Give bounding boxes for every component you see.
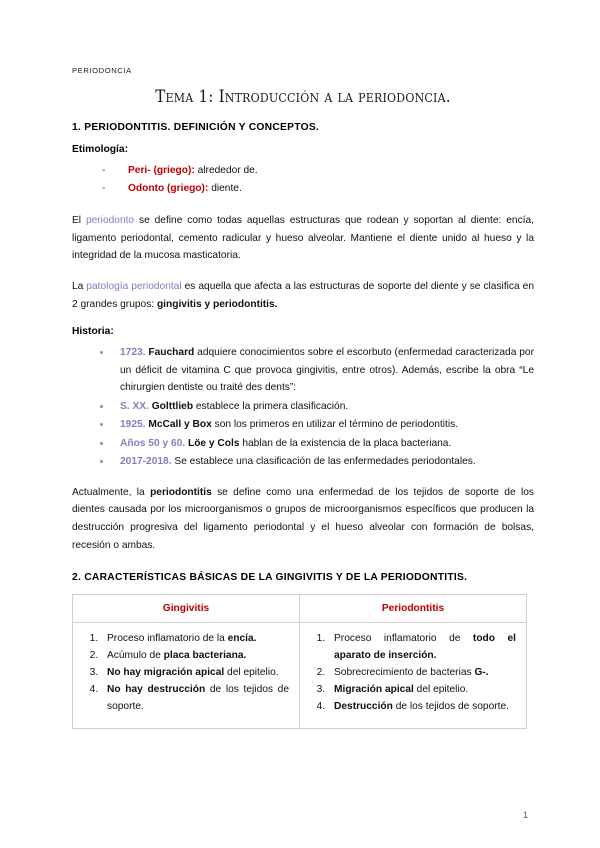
term-periodonto: periodonto [85, 215, 135, 227]
history-text: hablan de la existencia de la placa bacteriana. [239, 437, 452, 449]
list-item [328, 665, 516, 682]
gingivitis-list [79, 631, 289, 715]
text-fragment: del epitelio. [413, 683, 469, 695]
text-fragment: La [72, 280, 87, 292]
text-emphasis: No hay migración apical [107, 667, 225, 679]
list-item [101, 631, 289, 648]
text-fragment: El [72, 215, 86, 227]
page-number: 1 [522, 810, 528, 820]
section-1-heading: 1. PERIODONTITIS. DEFINICIÓN Y CONCEPTOS. [72, 122, 320, 133]
etymology-heading: Etimología: [72, 144, 129, 155]
list-item [96, 344, 534, 397]
etymology-list [72, 162, 534, 198]
cell-gingivitis [73, 623, 300, 729]
list-item [101, 648, 289, 665]
text-emphasis: encía. [227, 633, 257, 645]
text-fragment: es aquella que afecta a las estructuras de soporte del diente y se clasifica en 2 grandes grupos: [72, 280, 534, 310]
history-heading: Historia: [72, 326, 114, 338]
text-fragment: Sobrecrecimiento de bacterias [334, 666, 475, 678]
text-fragment: se define como todas aquellas estructuras que rodean y soportan al diente: encía, ligamento periodontal, cemento radicular y hueso alveolar. Mantiene el diente unido al hueso y la integridad de la mucosa masticatoria. [72, 215, 535, 262]
history-text: establece la primera clasificación. [193, 400, 349, 412]
list-item [102, 180, 534, 198]
list-item [328, 682, 516, 699]
history-date: 1925. [120, 419, 146, 431]
term-periodontitis: periodontitis [150, 486, 212, 498]
comparison-table [72, 594, 527, 729]
history-date: 1723. [120, 347, 146, 359]
history-text: Se establece una clasificación de las enfermedades periodontales. [171, 456, 476, 468]
list-item [101, 665, 289, 682]
table-row [73, 623, 527, 729]
text-emphasis: G-. [474, 666, 489, 678]
history-text: adquiere conocimientos sobre el escorbuto (enfermedad caracterizada por un déficit de vitamina C que provoca gingivitis, entre otros). Además, escribe la obra “Le chirurgien dentiste ou traité des dents”: [120, 347, 534, 394]
text-fragment: de los tejidos de soporte. [392, 700, 509, 712]
column-header-gingivitis: Gingivitis [73, 595, 300, 623]
etymology-term: Peri- (griego): [128, 165, 195, 176]
history-date: 2017-2018. [120, 456, 172, 468]
history-date: S. XX. [120, 400, 149, 412]
etymology-definition: diente. [208, 183, 242, 195]
text-fragment: Proceso inflamatorio de la [107, 633, 228, 645]
section-2-heading: 2. CARACTERÍSTICAS BÁSICAS DE LA GINGIVITIS Y DE LA PERIODONTITIS. [72, 572, 468, 584]
text-emphasis: No hay destrucción [107, 684, 206, 696]
paragraph-patologia [72, 278, 534, 313]
text-emphasis: todo el aparato de inserción. [334, 633, 516, 661]
list-item [328, 631, 516, 664]
periodontitis-list [306, 631, 516, 715]
list-item [101, 682, 289, 715]
column-header-periodontitis: Periodontitis [300, 595, 527, 623]
history-list [72, 344, 534, 471]
etymology-term: Odonto (griego): [128, 183, 209, 195]
history-name: McCall y Box [148, 419, 212, 431]
list-item [96, 453, 534, 471]
text-emphasis: Migración apical [334, 683, 414, 695]
term-patologia-periodontal: patología periodontal [86, 280, 182, 292]
text-emphasis: Destrucción [334, 700, 393, 712]
text-fragment: Proceso inflamatorio de [334, 633, 473, 645]
history-date: Años 50 y 60. [120, 437, 186, 449]
running-head: PERIODONCIA [72, 66, 132, 75]
text-fragment: de los tejidos de soporte. [107, 684, 289, 712]
text-fragment: Actualmente, la [72, 486, 151, 498]
etymology-definition: alrededor de. [194, 165, 258, 176]
text-fragment: del epitelio. [224, 667, 279, 679]
page-title: Tema 1: Introducción a la periodoncia. [155, 87, 451, 106]
list-item [96, 435, 534, 453]
paragraph-periodonto [72, 212, 534, 265]
history-name: Löe y Cols [187, 437, 240, 449]
cell-periodontitis [300, 623, 527, 729]
list-item [328, 699, 516, 716]
text-fragment: se define como una enfermedad de los tejidos de soporte de los dientes causada por los microorganismos o grupos de microorganismos específicos que producen la destrucción progresiva del ligamento periodontal y el hueso alveolar con formación de bolsas, recesión o ambas. [72, 486, 534, 551]
list-item [96, 398, 534, 416]
text-fragment: Acúmulo de [107, 650, 164, 662]
text-emphasis: gingivitis y periodontitis. [156, 298, 278, 310]
text-emphasis: placa bacteriana. [163, 650, 247, 662]
history-name: Golttlieb [151, 400, 194, 412]
paragraph-actualmente [72, 484, 534, 554]
list-item [96, 416, 534, 434]
table-header-row [73, 595, 527, 623]
history-name: Fauchard [148, 347, 195, 359]
history-text: son los primeros en utilizar el término de periodontitis. [211, 419, 459, 431]
list-item [102, 162, 534, 180]
